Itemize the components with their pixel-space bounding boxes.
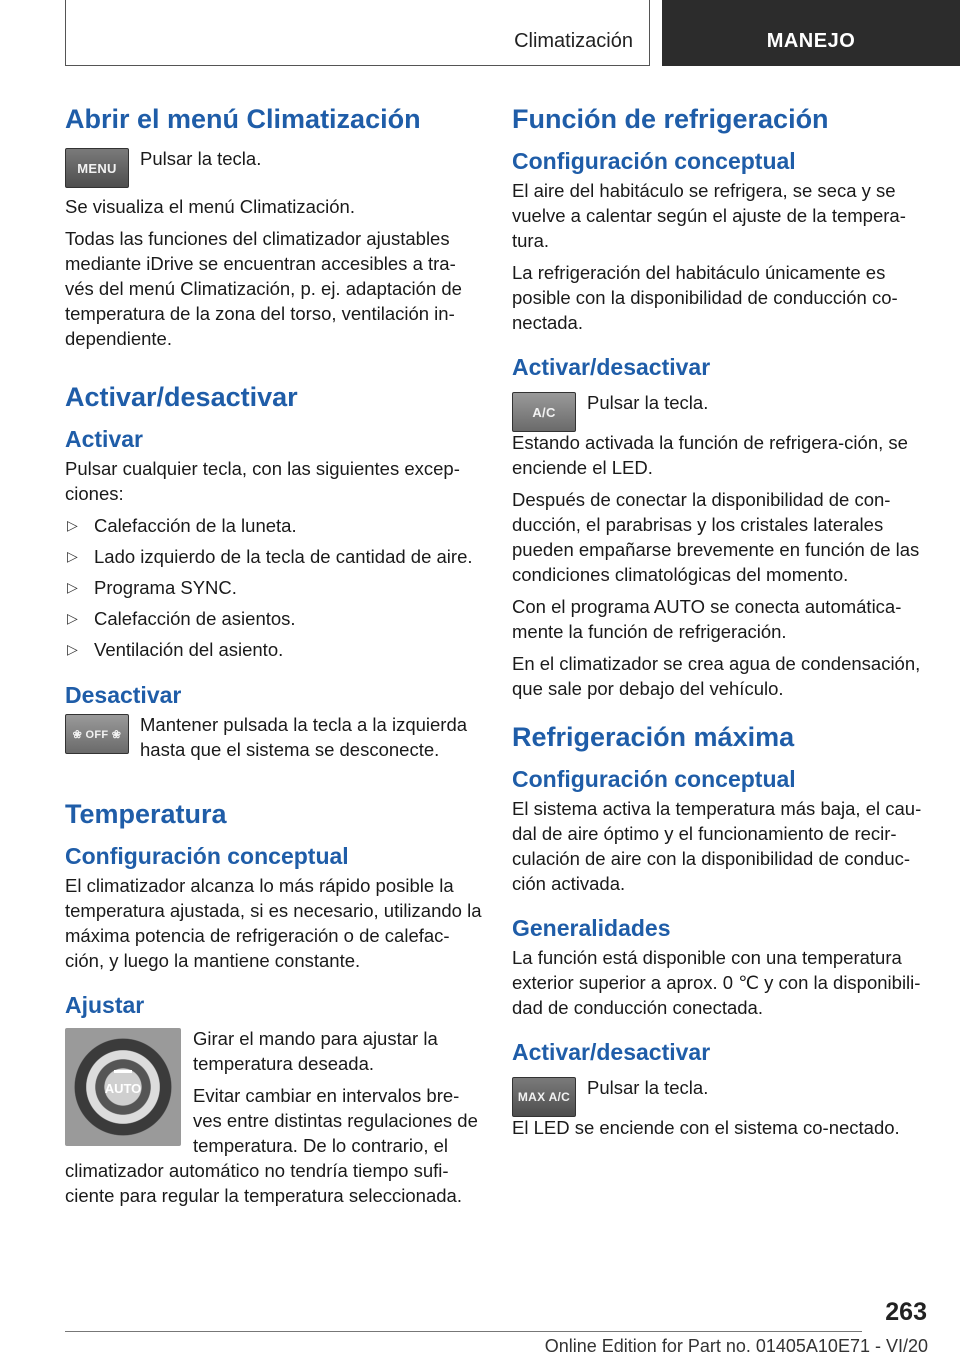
footer-divider xyxy=(65,1331,862,1332)
right-column xyxy=(512,100,930,1147)
general-paragraph: La función está disponible con una temperatura exterior superior a aprox. 0 ℃ y con la disponibili‐dad de conducción conectada. xyxy=(512,947,921,1018)
open-press-text: Pulsar la tecla. xyxy=(140,148,262,169)
menu-key-icon: MENU xyxy=(65,148,129,188)
list-item: ▷ Calefacción de la luneta. xyxy=(67,515,297,536)
heading-activate: Activar/desactivar xyxy=(65,382,298,412)
max-led-text: El LED se enciende con el sistema co‐nectado. xyxy=(512,1117,900,1138)
chapter-tab-label: MANEJO xyxy=(766,30,856,52)
left-column xyxy=(65,100,483,1215)
max-ac-key-icon: MAX A/C xyxy=(512,1077,576,1117)
on-paragraph: Pulsar cualquier tecla, con las siguientes excep‐ciones: xyxy=(65,458,460,504)
list-item: ▷ Calefacción de asientos. xyxy=(67,608,296,629)
triangle-bullet-icon: ▷ xyxy=(67,641,78,657)
edition-text: Online Edition for Part no. 01405A10E71 - VI/20 xyxy=(544,1336,928,1356)
adjust-paragraph-2: Evitar cambiar en intervalos bre‐ves entre distintas regulaciones de temperatura. De lo contrario, el climatizador automático no tendría tiempo sufi‐ciente para regular la temperatura seleccionada. xyxy=(65,1085,478,1206)
heading-concept-max: Configuración conceptual xyxy=(512,766,796,792)
max-press-text: Pulsar la tecla. xyxy=(587,1077,709,1098)
cool-paragraph-2: La refrigeración del habitáculo únicamente es posible con la disponibilidad de conducción co‐nectada. xyxy=(512,262,898,333)
heading-on: Activar xyxy=(65,426,143,452)
exceptions-list xyxy=(65,513,483,662)
list-item: ▷ Lado izquierdo de la tecla de cantidad de aire. xyxy=(67,546,473,567)
cool-paragraph-5: En el climatizador se crea agua de condensación, que sale por debajo del vehículo. xyxy=(512,653,921,699)
minus-icon xyxy=(114,1070,132,1073)
header-frame xyxy=(65,0,650,66)
cool-paragraph-4: Con el programa AUTO se conecta automática‐mente la función de refrigeración. xyxy=(512,596,902,642)
page-number: 263 xyxy=(885,1298,927,1326)
ac-press-text: Pulsar la tecla. xyxy=(587,392,709,413)
open-paragraph-2: Todas las funciones del climatizador ajustables mediante iDrive se encuentran accesibles a tra‐vés del menú Climatización, p. ej. adaptación de temperatura de la zona del torso, ventilación in‐dependiente. xyxy=(65,228,462,349)
heading-temperature: Temperatura xyxy=(65,799,227,829)
triangle-bullet-icon: ▷ xyxy=(67,548,78,564)
heading-adjust: Ajustar xyxy=(65,992,145,1018)
heading-off: Desactivar xyxy=(65,682,182,708)
heading-general: Generalidades xyxy=(512,915,671,941)
max-paragraph-1: El sistema activa la temperatura más baja, el cau‐dal de aire óptimo y el funcionamiento de recir‐culación de aire con la disponibilidad de conduc‐ción activada. xyxy=(512,798,922,894)
auto-label: AUTO xyxy=(104,1081,142,1096)
off-key-row xyxy=(65,712,483,769)
temperature-knob-image xyxy=(65,1028,181,1146)
ac-key-row xyxy=(512,390,930,432)
off-text: Mantener pulsada la tecla a la izquierda hasta que el sistema se desconecte. xyxy=(140,714,468,760)
heading-cooling: Función de refrigeración xyxy=(512,104,829,134)
heading-concept-cool: Configuración conceptual xyxy=(512,148,796,174)
heading-activate-max: Activar/desactivar xyxy=(512,1039,711,1065)
section-title: Climatización xyxy=(514,30,633,52)
triangle-bullet-icon: ▷ xyxy=(67,610,78,626)
list-item: ▷ Ventilación del asiento. xyxy=(67,639,284,660)
temp-paragraph: El climatizador alcanza lo más rápido posible la temperatura ajustada, si es necesario, utilizando la máxima potencia de refrigeración o de calefac‐ción, y luego la mantiene constante. xyxy=(65,875,482,971)
ac-key-icon: A/C xyxy=(512,392,576,432)
fan-off-key-icon: ❀ OFF ❀ xyxy=(65,714,129,754)
heading-concept-temp: Configuración conceptual xyxy=(65,843,349,869)
heading-max-cooling: Refrigeración máxima xyxy=(512,722,795,752)
list-item: ▷ Programa SYNC. xyxy=(67,577,237,598)
heading-activate-cool: Activar/desactivar xyxy=(512,354,711,380)
chapter-tab xyxy=(662,0,960,66)
cool-paragraph-1: El aire del habitáculo se refrigera, se seca y se vuelve a calentar según el ajuste de la tempera‐tura. xyxy=(512,180,906,251)
open-paragraph-1: Se visualiza el menú Climatización. xyxy=(65,196,355,217)
triangle-bullet-icon: ▷ xyxy=(67,579,78,595)
heading-open-menu: Abrir el menú Climatización xyxy=(65,104,421,134)
cool-paragraph-3: Después de conectar la disponibilidad de con‐ducción, el parabrisas y los cristales laterales pueden empañarse brevemente en función de las condiciones climatológicas del momento. xyxy=(512,489,920,585)
triangle-bullet-icon: ▷ xyxy=(67,517,78,533)
ac-led-text: Estando activada la función de refrigera‐ción, se enciende el LED. xyxy=(512,432,908,478)
adjust-paragraph-1: Girar el mando para ajustar la temperatura deseada. xyxy=(193,1028,438,1074)
max-key-row xyxy=(512,1075,930,1117)
menu-key-row xyxy=(65,146,483,188)
